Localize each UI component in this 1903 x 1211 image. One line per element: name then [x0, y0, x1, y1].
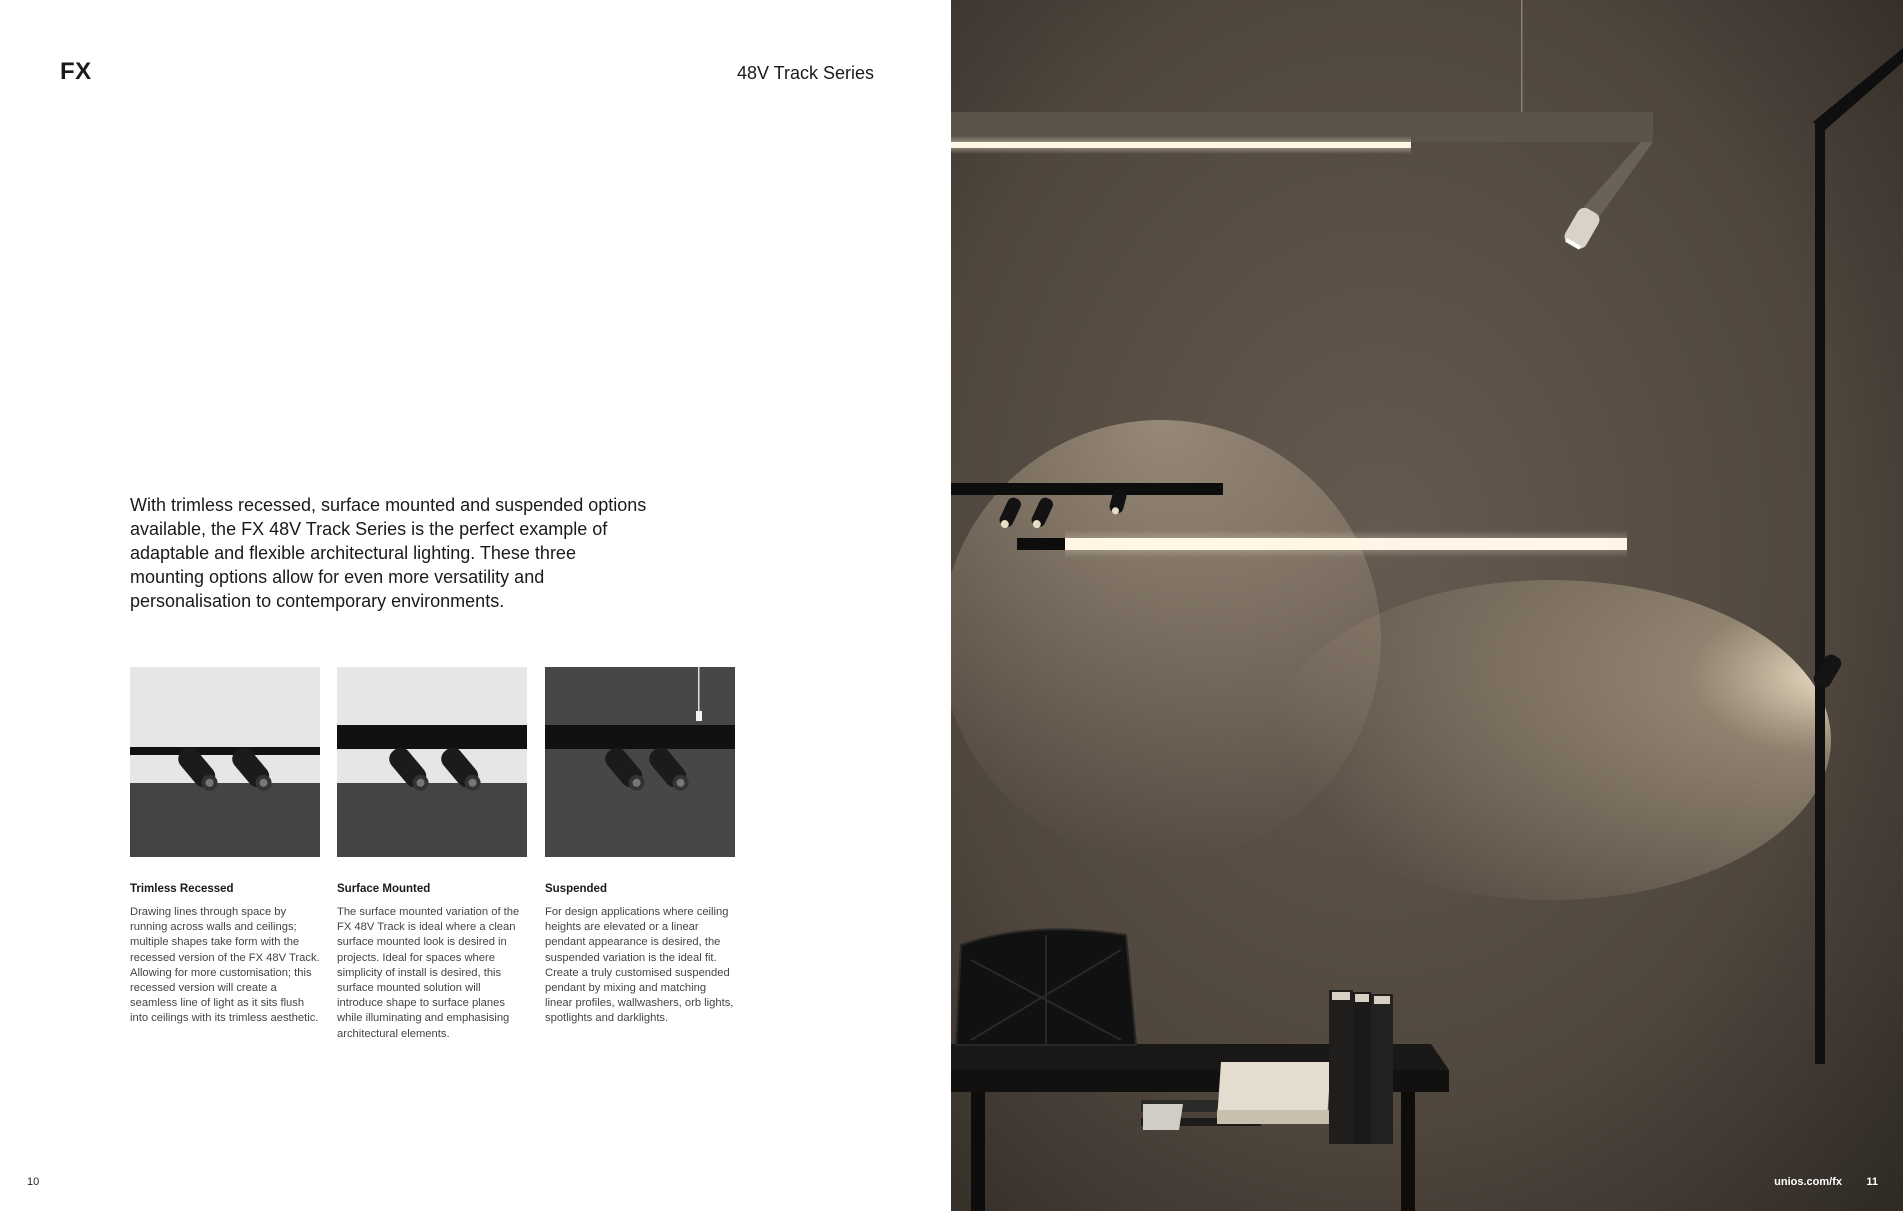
option-title: Trimless Recessed [130, 883, 234, 895]
intro-paragraph: With trimless recessed, surface mounted and suspended options available, the FX 48V Track Series is the perfect example of adaptable and flexible architectural lighting. These three mounting options allow for even more versatility and personalisation to contemporary environments. [130, 495, 647, 611]
trimless-recessed-image [130, 667, 320, 857]
option-trimless-recessed [130, 667, 320, 1027]
option-description: The surface mounted variation of the FX 48V Track is ideal where a clean surface mounted look is desired in projects. Ideal for spaces where simplicity of install is desired, this surface mounted solution will introduce shape to surface planes while illuminating and emphasising architectural elements. [337, 906, 520, 1040]
mounting-options [130, 667, 736, 1087]
page-number-left: 10 [27, 1176, 40, 1188]
option-surface-mounted [337, 667, 527, 1042]
suspended-image [545, 667, 735, 857]
option-description: For design applications where ceiling heights are elevated or a linear pendant appearance is desired, the suspended variation is the ideal fit. Create a truly customised suspended pendant by mixing and matching linear profiles, wallwashers, orb lights, spotlights and darklights. [545, 906, 734, 1025]
option-title: Suspended [545, 883, 607, 895]
suspended-illustration [545, 667, 735, 857]
brand-title: FX [60, 58, 92, 85]
page-number-right: 11 [1866, 1176, 1878, 1188]
right-page-photo [951, 0, 1903, 1211]
option-description: Drawing lines through space by running across walls and ceilings; multiple shapes take form with the recessed version of the FX 48V Track. Allowing for more customisation; this recessed version will create a seamless line of light as it sits flush into ceilings with its trimless aesthetic. [130, 906, 320, 1025]
trimless-recessed-illustration [130, 667, 320, 857]
series-title: 48V Track Series [736, 63, 874, 83]
interior-lighting-photo [951, 0, 1903, 1211]
website-url[interactable]: unios.com/fx [1774, 1176, 1842, 1188]
surface-mounted-image [337, 667, 527, 857]
surface-mounted-illustration [337, 667, 527, 857]
option-suspended [545, 667, 735, 1027]
option-title: Surface Mounted [337, 883, 431, 895]
left-page [0, 0, 951, 1211]
